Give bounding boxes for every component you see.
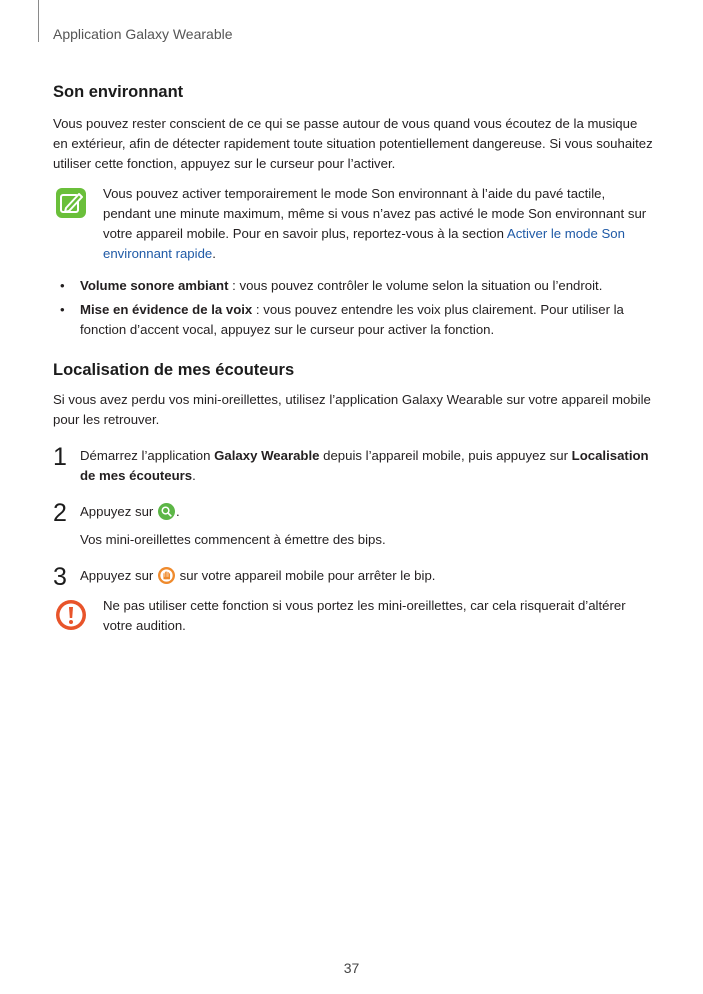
step-bold: Localisation de mes écouteurs [80,448,649,483]
bullet-text: : vous pouvez entendre les voix plus clairement. Pour utiliser la fonction d’accent vocal, appuyez sur le curseur pour activer la fonction. [80,302,624,337]
section2-intro: Si vous avez perdu vos mini-oreillettes, utilisez l’application Galaxy Wearable sur votre appareil mobile pour les retrouver. [53,392,651,427]
note-text: Vous pouvez activer temporairement le mode Son environnant à l’aide du pavé tactile, pendant une minute maximum, même si vous n’avez pas activé le mode Son environnant sur votre appareil mobile. Pour en savoir plus, reportez-vous à la section [103,186,647,241]
warning-text: Ne pas utiliser cette fonction si vous portez les mini-oreillettes, car cela risquerait d’altérer votre audition. [103,598,626,633]
search-icon [158,503,175,520]
step-subtext: Vos mini-oreillettes commencent à émettre des bips. [80,532,386,547]
note-end: . [212,246,216,261]
page-number: 37 [343,960,360,976]
header-title: Application Galaxy Wearable [53,26,233,42]
note-pencil-icon [55,187,87,219]
header-rule [38,0,39,42]
step-text: sur votre appareil mobile pour arrêter le bip. [175,568,436,583]
step-number: 3 [53,563,67,591]
step-2 [53,499,653,550]
bullet-text: : vous pouvez contrôler le volume selon la situation ou l’endroit. [228,278,603,293]
step-3 [53,563,653,591]
step-number: 2 [53,499,67,527]
step-number: 1 [53,443,67,471]
section1-intro: Vous pouvez rester conscient de ce qui se passe autour de vous quand vous écoutez de la musique en extérieur, afin de détecter rapidement toute situation potentiellement dangereuse. Si vous souhaitez utiliser cette fonction, appuyez sur le curseur pour l’activer. [53,116,653,171]
step-text: depuis l’appareil mobile, puis appuyez sur [319,448,572,463]
page-content [53,80,653,636]
feature-list [53,276,653,340]
section-heading-localisation: Localisation de mes écouteurs [53,361,295,379]
step-text: Appuyez sur [80,568,157,583]
step-1 [53,443,653,486]
note-link-activer-mode[interactable]: Activer le mode Son environnant rapide [103,226,625,261]
step-text: Démarrez l’application [80,448,215,463]
step-text: Appuyez sur [80,504,157,519]
step-text: . [192,468,196,483]
list-item: • Volume sonore ambiant : vous pouvez contrôler le volume selon la situation ou l’endroit. [60,278,603,293]
list-item: • Mise en évidence de la voix : vous pouvez entendre les voix plus clairement. Pour utiliser la fonction d’accent vocal, appuyez sur le curseur pour activer la fonction. [60,302,624,337]
bullet-bold: Volume sonore ambiant [80,278,229,293]
step-bold: Galaxy Wearable [214,448,320,463]
step-text: . [175,504,180,519]
warning-exclamation-icon [55,599,87,631]
section-heading-son-environnant: Son environnant [53,83,184,101]
bullet-bold: Mise en évidence de la voix [80,302,253,317]
note-block [53,184,653,264]
warning-block [53,596,653,636]
stop-hand-icon [158,567,175,584]
